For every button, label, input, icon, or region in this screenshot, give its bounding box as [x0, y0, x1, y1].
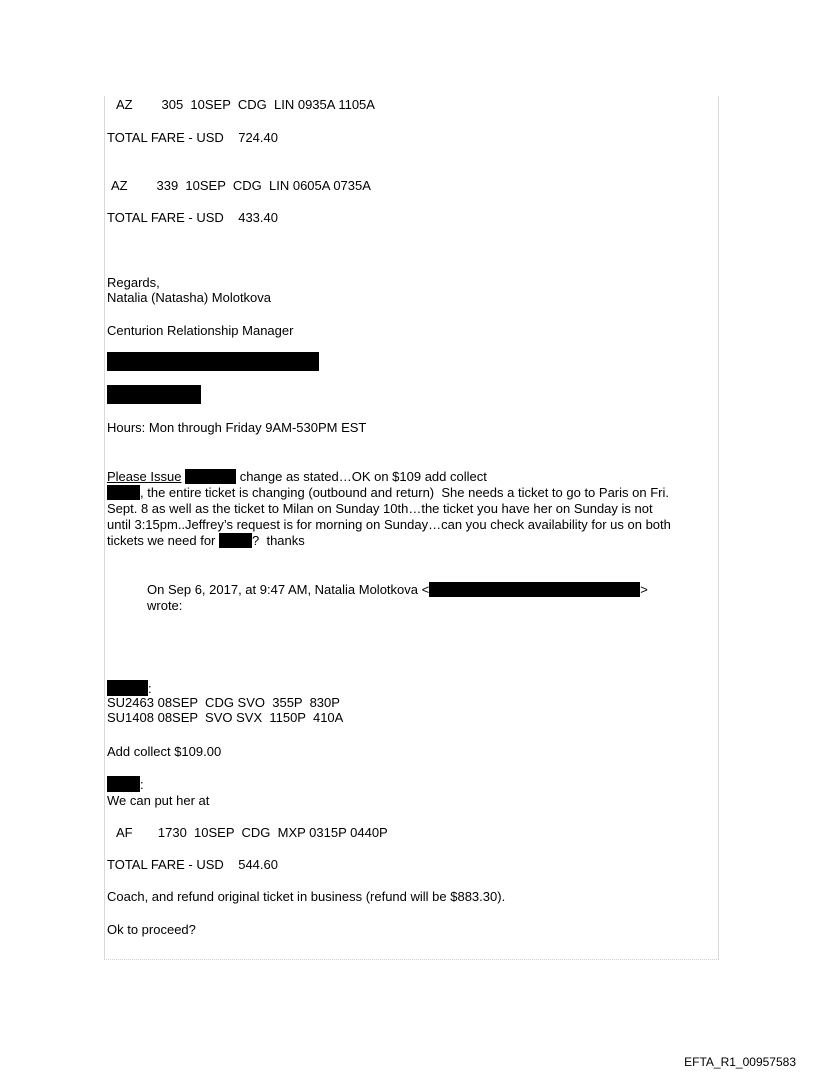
reply-line-5 [107, 533, 305, 548]
quoted-colon: : [148, 681, 152, 696]
flight-segment-az305: AZ 305 10SEP CDG LIN 0935A 1105A [116, 97, 375, 112]
quoted-attribution-close: > [640, 582, 648, 597]
flight-segment-af1730: AF 1730 10SEP CDG MXP 0315P 0440P [116, 825, 388, 840]
signature-closing: Regards, [107, 275, 160, 290]
redaction-inline [107, 776, 140, 792]
signature-hours: Hours: Mon through Friday 9AM-530PM EST [107, 420, 367, 435]
reply-line-4: until 3:15pm..Jeffrey’s request is for morning on Sunday…can you check availability for us on both [107, 517, 671, 532]
quoted-recipient-1 [107, 680, 152, 696]
document-id: EFTA_R1_00957583 [684, 1055, 796, 1069]
redaction-inline [185, 469, 236, 484]
signature-title: Centurion Relationship Manager [107, 323, 294, 338]
add-collect-text: Add collect $109.00 [107, 744, 222, 759]
reply-entire-ticket-text: , the entire ticket is changing (outbound and return) She needs a ticket to go to Paris on Fri. [140, 485, 669, 500]
reply-line-2 [107, 485, 669, 500]
redaction-inline [107, 680, 148, 696]
quoted-colon: : [140, 777, 144, 792]
total-fare-az339: TOTAL FARE - USD 433.40 [107, 210, 278, 225]
quoted-attribution: On Sep 6, 2017, at 9:47 AM, Natalia Molotkova < [147, 582, 430, 597]
flight-segment-az339: AZ 339 10SEP CDG LIN 0605A 0735A [111, 178, 371, 193]
coach-refund-text: Coach, and refund original ticket in business (refund will be $883.30). [107, 889, 506, 904]
reply-change-text: change as stated…OK on $109 add collect [239, 469, 487, 484]
redaction-block [107, 385, 201, 404]
reply-line-3: Sept. 8 as well as the ticket to Milan on Sunday 10th…the ticket you have her on Sunday is not [107, 501, 653, 516]
ok-to-proceed-text: Ok to proceed? [107, 922, 196, 937]
redaction-inline [219, 533, 252, 548]
reply-tickets-text: tickets we need for [107, 533, 216, 548]
redaction-inline [107, 485, 140, 500]
reply-line-1 [107, 469, 487, 484]
quoted-header-line-2: wrote: [147, 598, 183, 613]
flight-segment-su1408: SU1408 08SEP SVO SVX 1150P 410A [107, 710, 344, 725]
reply-please-issue: Please Issue [107, 469, 182, 484]
total-fare-az305: TOTAL FARE - USD 724.40 [107, 130, 278, 145]
quoted-header-line-1 [147, 582, 648, 597]
we-can-put-her-text: We can put her at [107, 793, 210, 808]
reply-thanks-text: ? thanks [252, 533, 305, 548]
signature-name: Natalia (Natasha) Molotkova [107, 290, 272, 305]
flight-segment-su2463: SU2463 08SEP CDG SVO 355P 830P [107, 695, 340, 710]
redaction-block [107, 352, 319, 371]
total-fare-af1730: TOTAL FARE - USD 544.60 [107, 857, 278, 872]
redaction-inline [429, 582, 640, 597]
quoted-recipient-2 [107, 776, 144, 792]
